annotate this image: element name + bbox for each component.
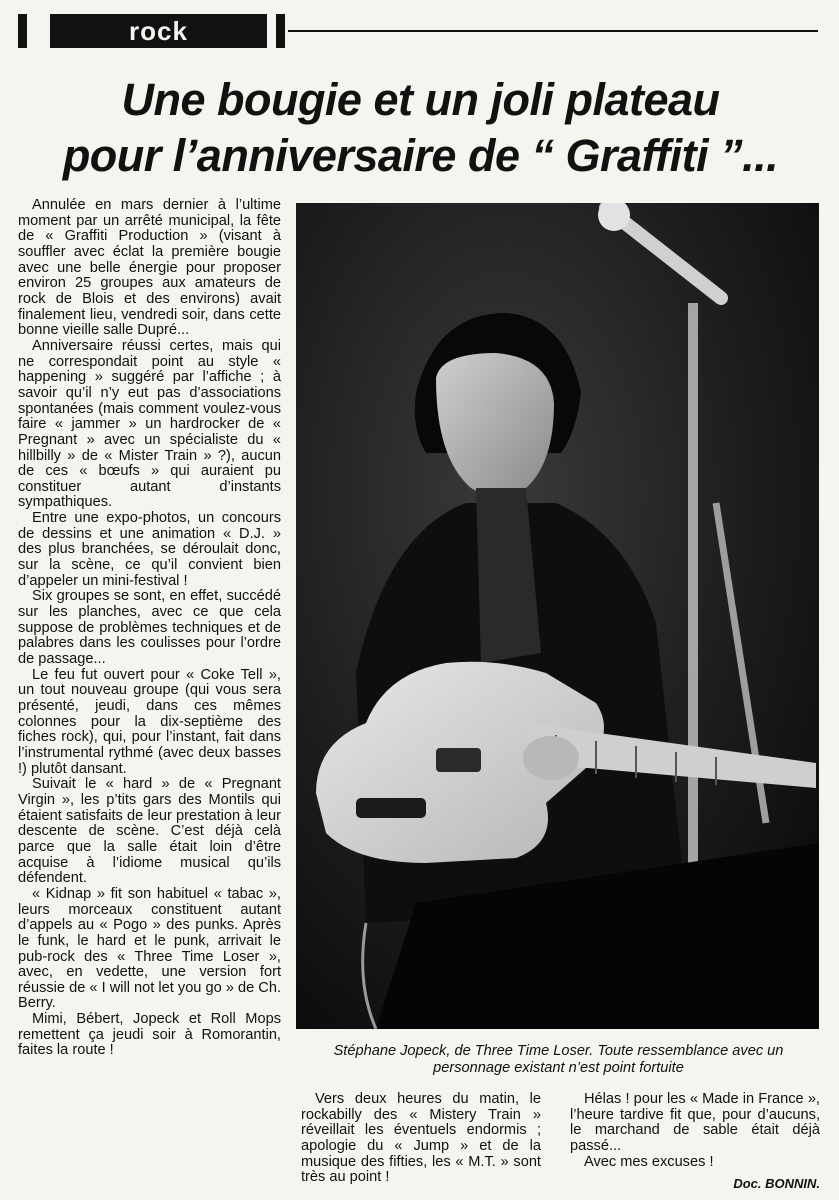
article-paragraph: Le feu fut ouvert pour « Coke Tell », un tout nouveau groupe (qui vous sera présenté, jeudi, dans ces mêmes colonnes pour la dix-septième des fiches rock), qui, pour l’instant, fait dans l’instrumental rythmé (avec deux basses !) plutôt dansant. <box>18 666 281 777</box>
article-paragraph: Avec mes excuses ! <box>584 1153 714 1170</box>
headline-line-1: Une bougie et un joli plateau <box>121 74 720 125</box>
article-paragraph: Anniversaire réussi certes, mais qui ne correspondait point au style « happening » suggéré par l’affiche ; à savoir qu’il n’y eut pas d’associations spontanées (mais comment voulez-vous faire « jammer » un hardrocker de « Pregnant » avec un spécialiste du « hillbilly » de « Mister Train » ?), aucun de ces « bœufs » qui auraient pu constituer autant d’instants sympathiques. <box>18 337 281 511</box>
article-column-main <box>18 198 281 1059</box>
article-column-3 <box>570 1092 820 1192</box>
author-signature: Doc. BONNIN. <box>733 1176 820 1192</box>
article-column-2 <box>301 1092 541 1186</box>
photo-caption: Stéphane Jopeck, de Three Time Loser. Toute ressemblance avec un personnage existant n’est point fortuite <box>333 1043 784 1076</box>
article-paragraph: Six groupes se sont, en effet, succédé sur les planches, avec ce que cela suppose de problèmes techniques et de palabres dans les coulisses pour l’ordre de passage... <box>18 588 281 668</box>
concert-photo <box>296 203 819 1029</box>
article-paragraph: Annulée en mars dernier à l’ultime moment par un arrêté municipal, la fête de « Graffiti Production » (visant à souffler avec éclat la première bougie avec une belle énergie pour proposer environ 25 groupes aux amateurs de rock de Blois et des environs) avait finalement lieu, vendredi soir, dans cette bonne vieille salle Dupré... <box>18 197 281 339</box>
header-bar-left <box>18 14 27 48</box>
header-rule <box>288 30 818 32</box>
article-paragraph: Suivait le « hard » de « Pregnant Virgin », les p’tits gars des Montils qui étaient satisfaits de leur prestation à leur descente de scène. C’est déjà celà parce que la salle était loin d’être acquise à l’idiome musical qu’ils défendent. <box>18 776 281 887</box>
section-header <box>18 12 818 50</box>
article-paragraph: Hélas ! pour les « Made in France », l’heure tardive fit que, pour d’aucuns, le marchand de sable était déjà passé... <box>570 1091 820 1154</box>
article-paragraph: Mimi, Bébert, Jopeck et Roll Mops remettent ça jeudi soir à Romorantin, faites la route ! <box>18 1011 281 1059</box>
article-paragraph: Entre une expo-photos, un concours de dessins et une animation « D.J. » des plus branchées, se déroulait donc, sur la scène, ce qu’il convient bien d’appeler un mini-festival ! <box>18 510 281 589</box>
section-tag: rock <box>50 14 267 48</box>
headline-line-2: pour l’anniversaire de “ Graffiti ”... <box>62 130 779 181</box>
headline <box>18 72 823 184</box>
header-bar-right <box>276 14 285 48</box>
article-paragraph: Vers deux heures du matin, le rockabilly des « Mistery Train » réveillait les éventuels endormis ; apologie du « Jump » et de la musique des fifties, les « M.T. » sont très au point ! <box>301 1091 541 1186</box>
article-paragraph: « Kidnap » fit son habituel « tabac », leurs morceaux constituent autant d’appels au « Pogo » des punks. Après le funk, le hard et le punk, arrivait le pub-rock des « Three Time Loser », avec, en vedette, une version fort réussie de « I will not let you go » de Ch. Berry. <box>18 885 281 1012</box>
